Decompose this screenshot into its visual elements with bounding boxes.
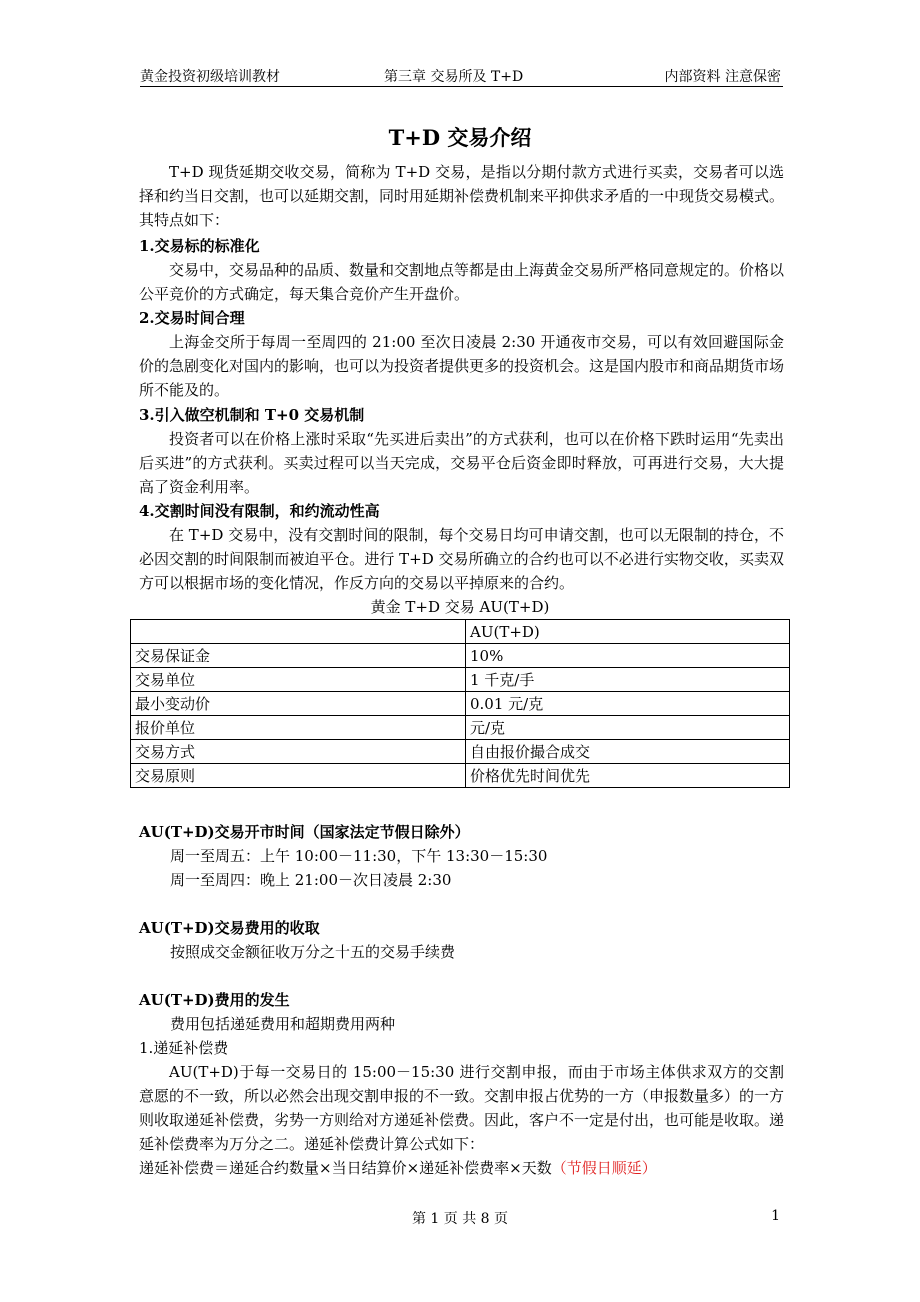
table-caption: 黄金 T+D 交易 AU(T+D) (370, 598, 550, 616)
table-cell: 最小变动价 (131, 692, 466, 716)
formula-text: 递延补偿费＝递延合约数量×当日结算价×递延补偿费率×天数 (139, 1159, 552, 1177)
table-cell: 1 千克/手 (466, 668, 790, 692)
costs-line: 费用包括递延费用和超期费用两种 (170, 1015, 396, 1033)
table-row (131, 644, 790, 668)
table-cell: 交易单位 (131, 668, 466, 692)
table-row (131, 668, 790, 692)
table-cell: 元/克 (466, 716, 790, 740)
hours-line-2: 周一至周四：晚上 21:00－次日凌晨 2:30 (170, 871, 452, 889)
fees-heading: AU(T+D)交易费用的收取 (139, 919, 320, 937)
spec-table (130, 619, 790, 788)
formula-note: （节假日顺延） (551, 1159, 657, 1177)
table-row (131, 764, 790, 788)
table-row (131, 740, 790, 764)
header-left: 黄金投资初级培训教材 (140, 69, 280, 85)
table-cell: 报价单位 (131, 716, 466, 740)
page-header (140, 62, 783, 87)
intro-paragraph: T+D 现货延期交收交易，简称为 T+D 交易，是指以分期付款方式进行买卖，交易者可以选择和约当日交割，也可以延期交割，同时用延期补偿费机制来平抑供求矛盾的一中现货交易模式。其特点如下： (139, 163, 785, 229)
page-title: T+D 交易介绍 (388, 125, 532, 150)
page-footer: 第 1 页 共 8 页 (411, 1211, 509, 1227)
table-cell (131, 620, 466, 644)
table-row (131, 716, 790, 740)
table-cell: AU(T+D) (466, 620, 790, 644)
deferral-fee-text: AU(T+D)于每一交易日的 15:00－15:30 进行交割申报，而由于市场主体供求双方的交割意愿的不一致，所以必然会出现交割申报的不一致。交割申报占优势的一方（申报数量多）的一方则收取递延补偿费，劣势一方则给对方递延补偿费。因此，客户不一定是付出，也可能是收取。递延补偿费率为万分之二。递延补偿费计算公式如下： (139, 1063, 785, 1153)
feature-text-4: 在 T+D 交易中，没有交割时间的限制，每个交易日均可申请交割，也可以无限制的持仓，不必因交割的时间限制而被迫平仓。进行 T+D 交易所确立的合约也可以不必进行实物交收，买卖双方可以根据市场的变化情况，作反方向的交易以平掉原来的合约。 (139, 526, 784, 592)
deferral-fee-heading: 1.递延补偿费 (139, 1039, 229, 1057)
feature-text-1: 交易中，交易品种的品质、数量和交割地点等都是由上海黄金交易所严格同意规定的。价格以公平竞价的方式确定，每天集合竞价产生开盘价。 (139, 261, 785, 303)
header-center: 第三章 交易所及 T+D (384, 69, 524, 85)
feature-heading-1: 1.交易标的标准化 (139, 237, 260, 255)
fees-line: 按照成交金额征收万分之十五的交易手续费 (170, 943, 456, 961)
table-cell: 交易方式 (131, 740, 466, 764)
table-header-row (131, 620, 790, 644)
feature-heading-4: 4.交割时间没有限制，和约流动性高 (139, 502, 380, 520)
table-cell: 0.01 元/克 (466, 692, 790, 716)
feature-heading-2: 2.交易时间合理 (139, 309, 245, 327)
table-cell: 交易原则 (131, 764, 466, 788)
deferral-fee-formula (139, 1157, 657, 1178)
table-row (131, 692, 790, 716)
feature-text-2: 上海金交所于每周一至周四的 21:00 至次日凌晨 2:30 开通夜市交易，可以有效回避国际金价的急剧变化对国内的影响，也可以为投资者提供更多的投资机会。这是国内股市和商品期货市场所不能及的。 (139, 333, 785, 399)
page-number: 1 (771, 1208, 780, 1224)
table-cell: 10% (466, 644, 790, 668)
costs-heading: AU(T+D)费用的发生 (139, 991, 290, 1009)
table-cell: 价格优先时间优先 (466, 764, 790, 788)
table-cell: 交易保证金 (131, 644, 466, 668)
hours-line-1: 周一至周五：上午 10:00－11:30，下午 13:30－15:30 (170, 847, 548, 865)
feature-text-3: 投资者可以在价格上涨时采取“先买进后卖出”的方式获利，也可以在价格下跌时运用“先卖出后买进”的方式获利。买卖过程可以当天完成，交易平仓后资金即时释放，可再进行交易，大大提高了资金利用率。 (139, 430, 784, 496)
header-right: 内部资料 注意保密 (664, 69, 781, 85)
table-cell: 自由报价撮合成交 (466, 740, 790, 764)
hours-heading: AU(T+D)交易开市时间（国家法定节假日除外） (139, 823, 470, 841)
feature-heading-3: 3.引入做空机制和 T+0 交易机制 (139, 406, 365, 424)
